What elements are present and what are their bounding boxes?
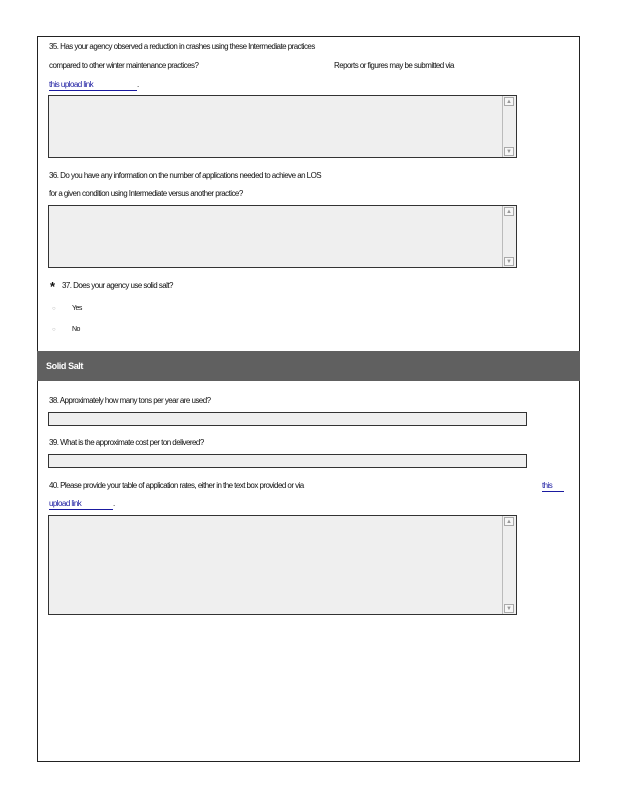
q40-period: . [113, 499, 115, 508]
scroll-up-icon[interactable]: ▲ [504, 517, 514, 526]
q40-text-line1: 40. Please provide your table of application rates, either in the text box provided or via [49, 481, 304, 490]
q40-link-row [49, 499, 115, 510]
q40-upload-link-part2[interactable]: upload link [49, 499, 113, 510]
q38-input[interactable] [48, 412, 527, 426]
q35-text-line1: 35. Has your agency observed a reduction in crashes using these Intermediate practices [49, 42, 315, 51]
scroll-up-icon[interactable]: ▲ [504, 97, 514, 106]
q40-link-part1-wrap [542, 481, 564, 492]
q37-label: 37. Does your agency use solid salt? [62, 281, 173, 290]
scroll-up-icon[interactable]: ▲ [504, 207, 514, 216]
q38-label: 38. Approximately how many tons per year are used? [49, 396, 211, 405]
section-title: Solid Salt [46, 361, 84, 371]
q40-upload-link-part1[interactable]: this [542, 481, 564, 492]
scroll-down-icon[interactable]: ▼ [504, 257, 514, 266]
q35-link-row [49, 80, 139, 91]
q35-period: . [137, 80, 139, 89]
scroll-down-icon[interactable]: ▼ [504, 147, 514, 156]
q35-upload-link[interactable]: this upload link [49, 80, 137, 91]
required-star-icon: * [50, 279, 56, 294]
q35-scrollbar[interactable] [502, 96, 516, 157]
option-yes-label: Yes [72, 305, 82, 312]
radio-yes-icon[interactable]: ○ [52, 306, 56, 312]
radio-no-icon[interactable]: ○ [52, 327, 56, 333]
q35-text-line2: compared to other winter maintenance practices? [49, 61, 199, 70]
q35-note: Reports or figures may be submitted via [334, 61, 454, 70]
q39-label: 39. What is the approximate cost per ton delivered? [49, 438, 204, 447]
q39-input[interactable] [48, 454, 527, 468]
q40-textarea[interactable] [48, 515, 517, 615]
q40-scrollbar[interactable] [502, 516, 516, 614]
q36-text-line2: for a given condition using Intermediate versus another practice? [49, 189, 243, 198]
scroll-down-icon[interactable]: ▼ [504, 604, 514, 613]
q36-text-line1: 36. Do you have any information on the number of applications needed to achieve an LOS [49, 171, 322, 180]
section-header-solid-salt [37, 351, 580, 381]
q36-scrollbar[interactable] [502, 206, 516, 267]
q35-textarea[interactable] [48, 95, 517, 158]
option-no-label: No [72, 326, 80, 333]
q36-textarea[interactable] [48, 205, 517, 268]
